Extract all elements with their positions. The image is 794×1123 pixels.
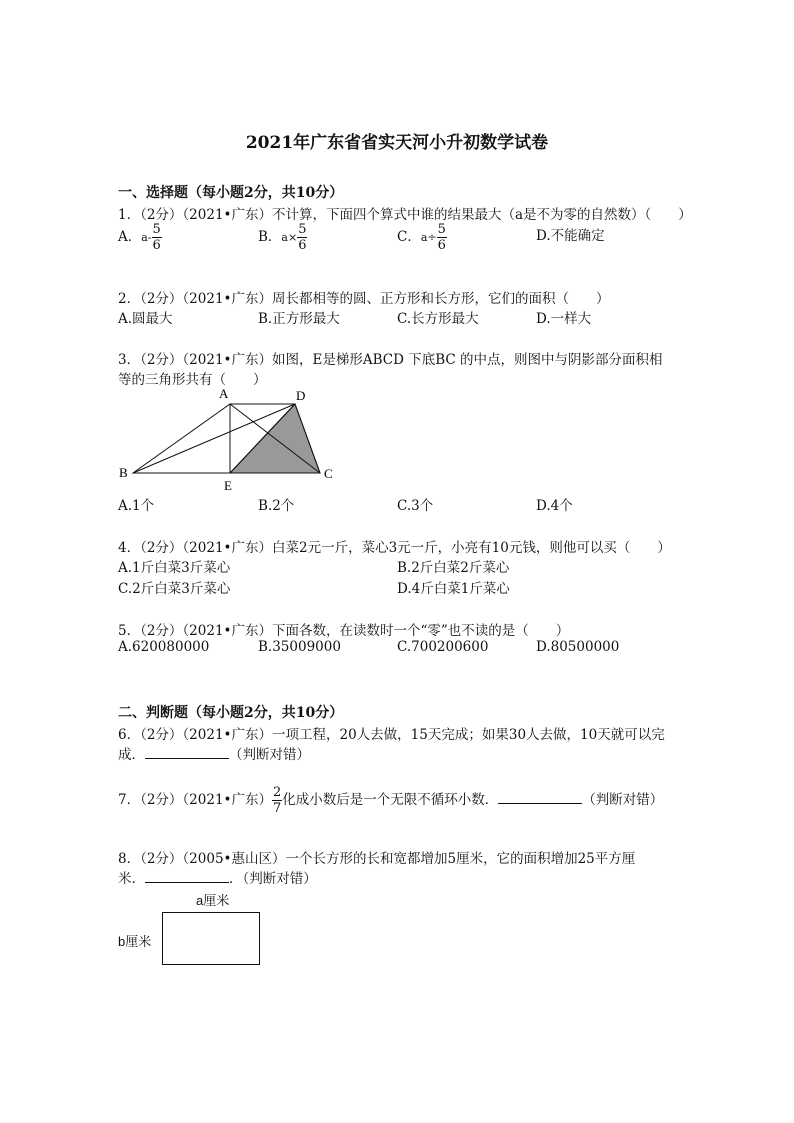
q4-stem: 4．（2分）（2021•广东）白菜2元一斤，菜心3元一斤，小亮有10元钱，则他可以买（ ） [118, 540, 671, 556]
q4-option-d: D.4斤白菜1斤菜心 [397, 581, 510, 597]
q3-option-c: C.3个 [397, 498, 434, 514]
q2-option-a: A.圆最大 [118, 311, 173, 327]
q1-option-b: B．a× $\frac{5}{6}$ [258, 222, 307, 253]
label-b: B [119, 465, 128, 480]
label-c: C [324, 466, 333, 481]
q1-option-a: A．a- $\frac{5}{6}$ [118, 222, 161, 253]
label-a: A [219, 386, 229, 401]
q5-stem: 5．（2分）（2021•广东）下面各数，在读数时一个“零”也不读的是（ ） [118, 623, 570, 639]
label-d: D [296, 388, 306, 403]
q5-option-a: A.620080000 [118, 639, 210, 655]
section2-heading: 二、判断题（每小题2分，共10分） [118, 705, 344, 721]
q8-stem-line1: 8．（2分）（2005•惠山区）一个长方形的长和宽都增加5厘米，它的面积增加25平方厘 [118, 851, 636, 867]
q3-option-d: D.4个 [536, 498, 573, 514]
q2-stem: 2．（2分）（2021•广东）周长都相等的圆、正方形和长方形，它们的面积（ ） [118, 291, 610, 307]
q3-option-a: A.1个 [118, 498, 155, 514]
exam-title: 2021年广东省省实天河小升初数学试卷 [245, 133, 549, 153]
q6-stem-line1: 6．（2分）（2021•广东）一项工程，20人去做，15天完成；如果30人去做，10天就可以完 [118, 727, 665, 743]
q4-option-a: A.1斤白菜3斤菜心 [118, 560, 231, 576]
rect-length-label: a厘米 [196, 893, 230, 908]
q1-option-c: C．a÷ $\frac{5}{6}$ [397, 222, 446, 253]
q2-option-d: D.一样大 [536, 311, 592, 327]
q4-option-c: C.2斤白菜3斤菜心 [118, 581, 231, 597]
q2-option-b: B.正方形最大 [258, 311, 340, 327]
rectangle-figure [162, 912, 260, 965]
q3-stem-line2: 等的三角形共有（ ） [118, 372, 267, 388]
label-e: E [224, 478, 232, 493]
q2-option-c: C.长方形最大 [397, 311, 479, 327]
q1-stem: 1．（2分）（2021•广东）不计算，下面四个算式中谁的结果最大（a是不为零的自然数）（ ） [118, 207, 692, 223]
q6-answer-blank[interactable] [145, 757, 229, 759]
q4-option-b: B.2斤白菜2斤菜心 [397, 560, 510, 576]
q6-stem-line2: 成． （判断对错） [118, 747, 310, 763]
q3-stem-line1: 3．（2分）（2021•广东）如图，E是梯形ABCD 下底BC 的中点，则图中与阴影部分面积相 [118, 352, 663, 368]
q7-answer-blank[interactable] [498, 802, 582, 804]
q8-answer-blank[interactable] [145, 881, 229, 883]
q7-stem: 7．（2分）（2021•广东） $\frac{2}{7}$ 化成小数后是一个无限不循环小数． （判断对错） [118, 785, 664, 816]
q1-option-d: D.不能确定 [536, 228, 605, 244]
rect-width-label: b厘米 [118, 934, 152, 949]
q5-option-b: B.35009000 [258, 639, 341, 655]
q3-option-b: B.2个 [258, 498, 295, 514]
section1-heading: 一、选择题（每小题2分，共10分） [118, 185, 344, 201]
trapezoid-figure [115, 384, 345, 496]
q5-option-d: D.80500000 [536, 639, 620, 655]
q8-stem-line2: 米． ．（判断对错） [118, 871, 317, 887]
q5-option-c: C.700200600 [397, 639, 489, 655]
